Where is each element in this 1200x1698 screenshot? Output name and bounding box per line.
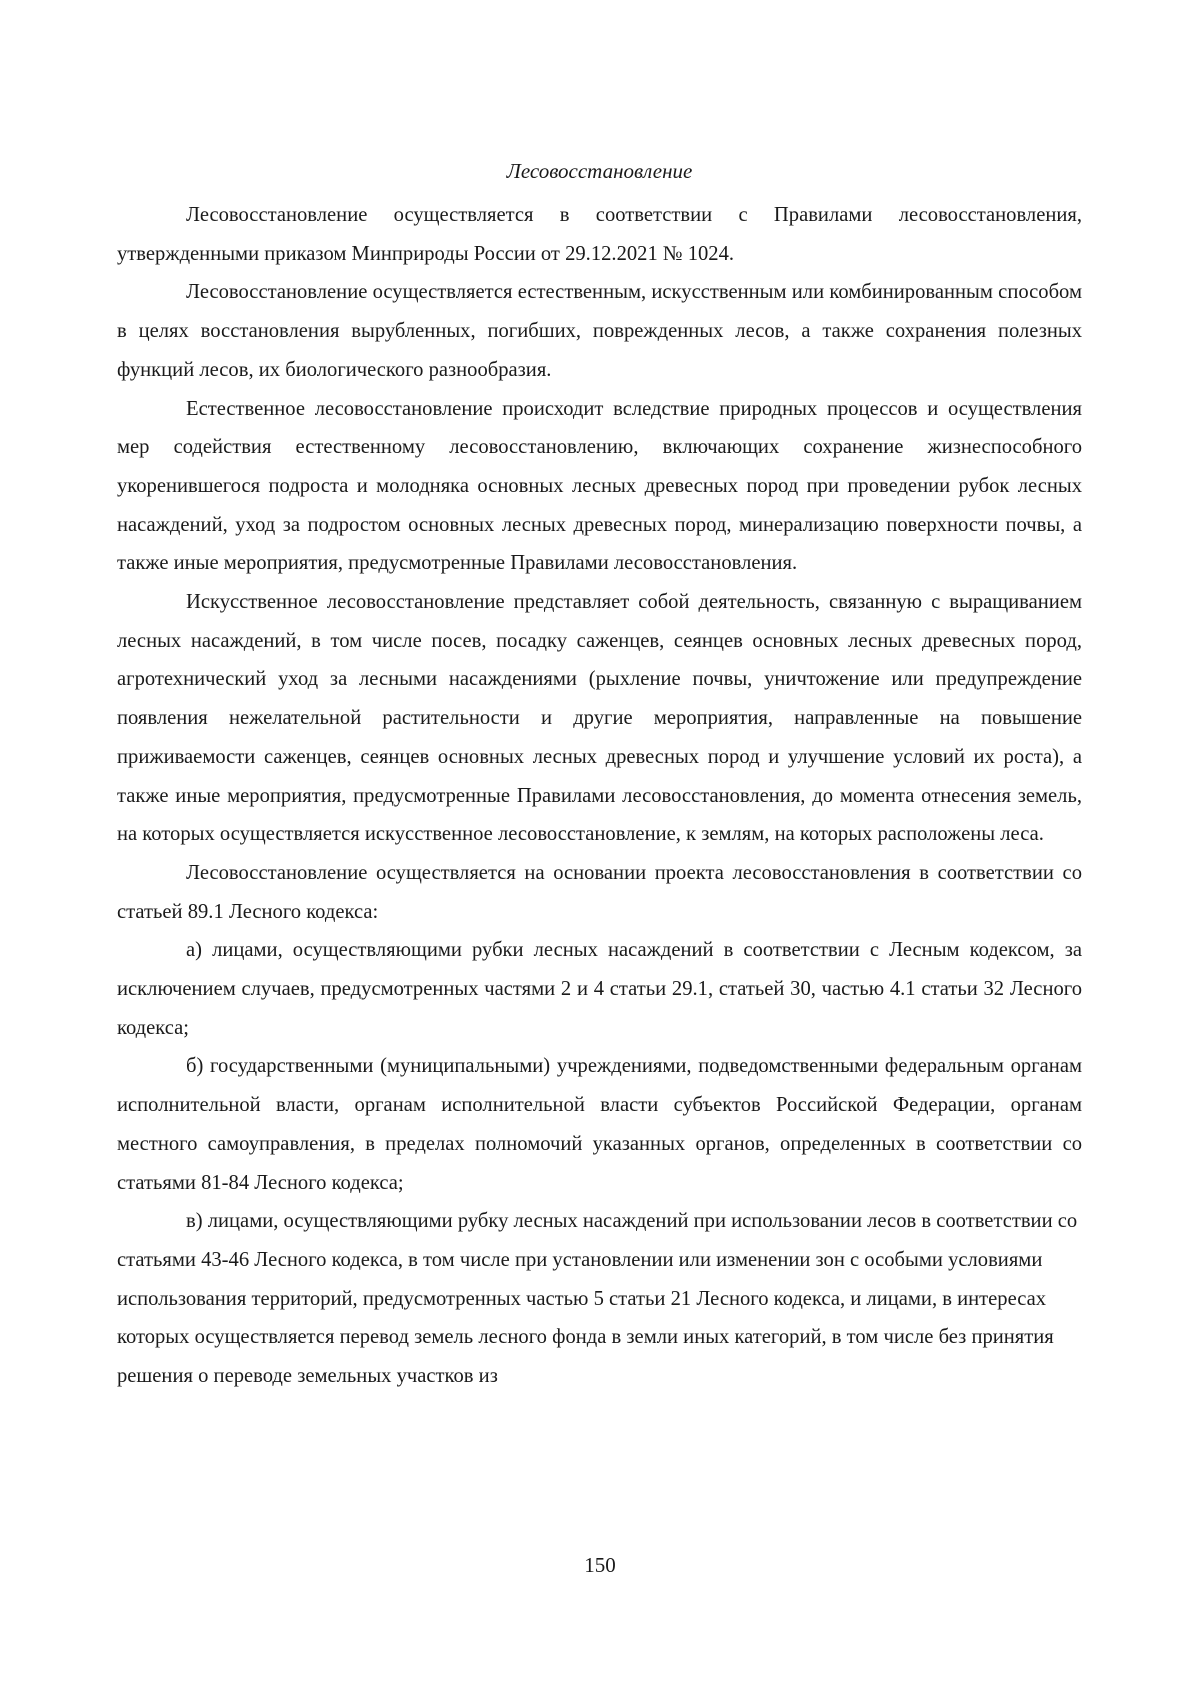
page-number: 150 bbox=[584, 1553, 616, 1577]
body-text bbox=[117, 196, 1082, 1396]
list-item-a: а) лицами, осуществляющими рубки лесных насаждений в соответствии с Лесным кодексом, за исключением случаев, предусмотренных частями 2 и 4 статьи 29.1, статьей 30, частью 4.1 статьи 32 Лесного кодекса; bbox=[117, 939, 1082, 1039]
paragraph-restoration-project-basis: Лесовосстановление осуществляется на основании проекта лесовосстановления в соответствии со статьей 89.1 Лесного кодекса: bbox=[117, 861, 1082, 923]
paragraph-natural-restoration: Естественное лесовосстановление происходит вследствие природных процессов и осуществления мер содействия естественному лесовосстановлению, включающих сохранение жизнеспособного укоренившегося подроста и молодняка основных лесных древесных пород при проведении рубок лесных насаждений, уход за подростом основных лесных древесных пород, минерализацию поверхности почвы, а также иные мероприятия, предусмотренные Правилами лесовосстановления. bbox=[117, 397, 1082, 575]
list-item-b: б) государственными (муниципальными) учреждениями, подведомственными федеральным органам исполнительной власти, органам исполнительной власти субъектов Российской Федерации, органам местного самоуправления, в пределах полномочий указанных органов, определенных в соответствии со статьями 81-84 Лесного кодекса; bbox=[117, 1055, 1082, 1194]
paragraph-restoration-methods: Лесовосстановление осуществляется естественным, искусственным или комбинированным способом в целях восстановления вырубленных, погибших, поврежденных лесов, а также сохранения полезных функций лесов, их биологического разнообразия. bbox=[117, 281, 1082, 381]
section-title: Лесовосстановление bbox=[506, 159, 693, 183]
list-item-v: в) лицами, осуществляющими рубку лесных насаждений при использовании лесов в соответствии со статьями 43-46 Лесного кодекса, в том числе при установлении или изменении зон с особыми условиями использования территорий, предусмотренных частью 5 статьи 21 Лесного кодекса, и лицами, в интересах которых осуществляется перевод земель лесного фонда в земли иных категорий, в том числе без принятия решения о переводе земельных участков из bbox=[117, 1210, 1078, 1388]
paragraph-artificial-restoration: Искусственное лесовосстановление представляет собой деятельность, связанную с выращиванием лесных насаждений, в том числе посев, посадку саженцев, сеянцев основных лесных древесных пород, агротехнический уход за лесными насаждениями (рыхление почвы, уничтожение или предупреждение появления нежелательной растительности и другие мероприятия, направленные на повышение приживаемости саженцев, сеянцев основных лесных древесных пород и улучшение условий их роста), а также иные мероприятия, предусмотренные Правилами лесовосстановления, до момента отнесения земель, на которых осуществляется искусственное лесовосстановление, к землям, на которых расположены леса. bbox=[117, 591, 1082, 846]
paragraph-forest-restoration-rules: Лесовосстановление осуществляется в соответствии с Правилами лесовосстановления, утвержденными приказом Минприроды России от 29.12.2021 № 1024. bbox=[117, 204, 1082, 265]
